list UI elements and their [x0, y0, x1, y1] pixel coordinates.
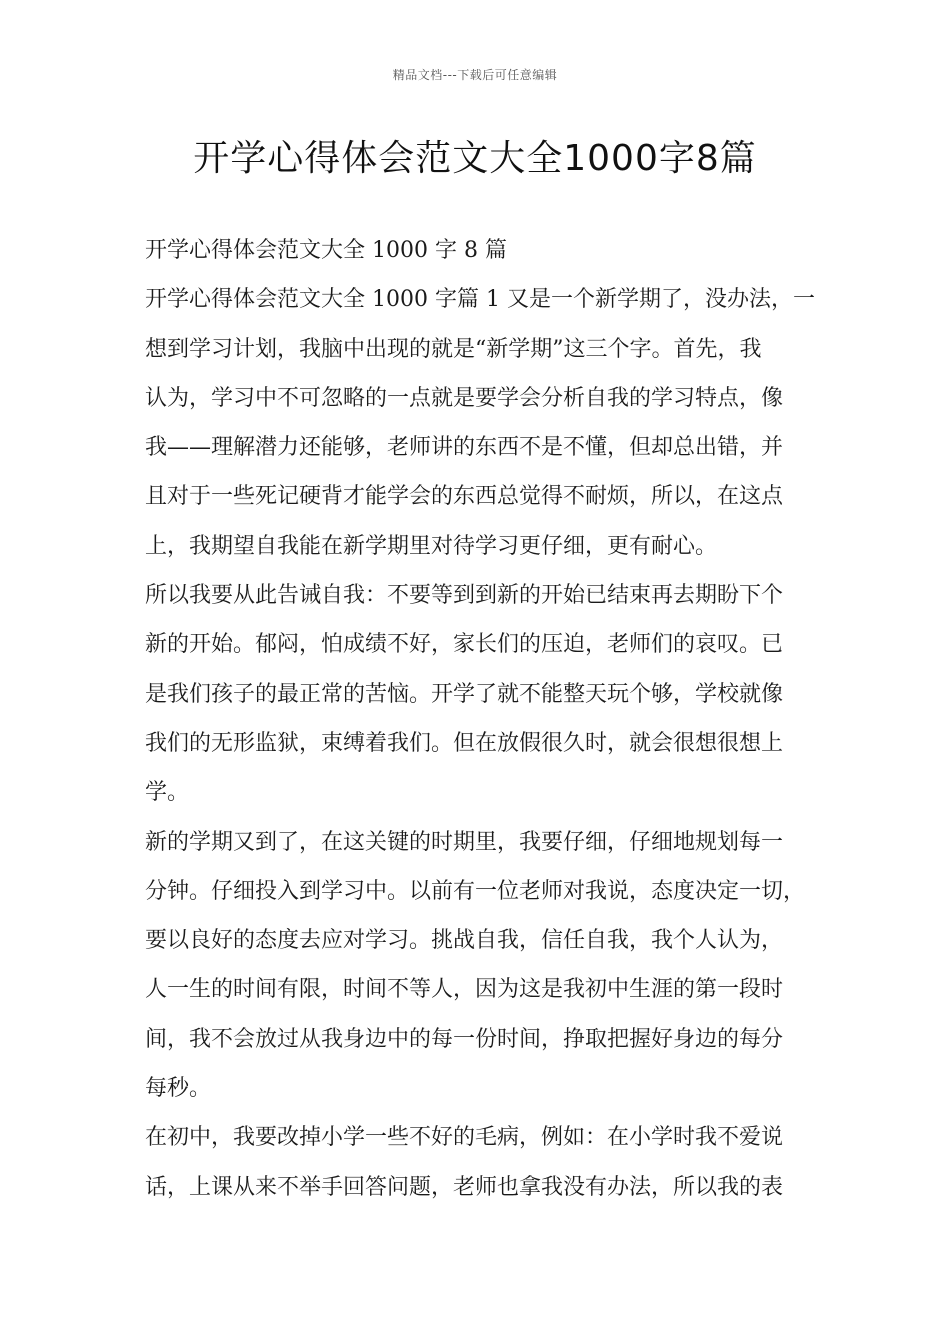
body-line: 新的开始。郁闷，怕成绩不好，家长们的压迫，老师们的哀叹。已 [145, 632, 784, 658]
body-line: 认为，学习中不可忽略的一点就是要学会分析自我的学习特点，像 [145, 385, 784, 411]
body-line: 要以良好的态度去应对学习。挑战自我，信任自我，我个人认为， [145, 928, 784, 954]
body-line: 我——理解潜力还能够，老师讲的东西不是不懂，但却总出错，并 [145, 435, 784, 461]
body-line: 在初中，我要改掉小学一些不好的毛病，例如：在小学时我不爱说 [145, 1125, 784, 1151]
body-line: 分钟。仔细投入到学习中。以前有一位老师对我说，态度决定一切， [145, 878, 806, 904]
page-header: 精品文档---下载后可任意编辑 [392, 68, 558, 82]
body-line: 人一生的时间有限，时间不等人，因为这是我初中生涯的第一段时 [145, 977, 784, 1003]
body-line: 想到学习计划，我脑中出现的就是“新学期”这三个字。首先，我 [145, 336, 762, 362]
body-line: 话，上课从来不举手回答问题，老师也拿我没有办法，所以我的表 [145, 1174, 784, 1200]
body-line: 开学心得体会范文大全 1000 字篇 1 又是一个新学期了，没办法，一 [145, 287, 815, 313]
body-line: 所以我要从此告诫自我：不要等到到新的开始已结束再去期盼下个 [145, 583, 784, 609]
body-line: 是我们孩子的最正常的苦恼。开学了就不能整天玩个够，学校就像 [145, 681, 784, 707]
body-line: 我们的无形监狱，束缚着我们。但在放假很久时，就会很想很想上 [145, 730, 784, 756]
document-title: 开学心得体会范文大全1000字8篇 [193, 138, 757, 179]
body-line: 且对于一些死记硬背才能学会的东西总觉得不耐烦，所以，在这点 [145, 484, 784, 510]
document-body [145, 231, 825, 1217]
body-line: 开学心得体会范文大全 1000 字 8 篇 [145, 238, 507, 263]
body-line: 上，我期望自我能在新学期里对待学习更仔细，更有耐心。 [145, 533, 718, 559]
body-line: 学。 [145, 780, 190, 806]
body-line: 新的学期又到了，在这关键的时期里，我要仔细，仔细地规划每一 [145, 829, 784, 855]
body-line: 间，我不会放过从我身边中的每一份时间，挣取把握好身边的每分 [145, 1026, 784, 1052]
body-line: 每秒。 [145, 1076, 212, 1102]
